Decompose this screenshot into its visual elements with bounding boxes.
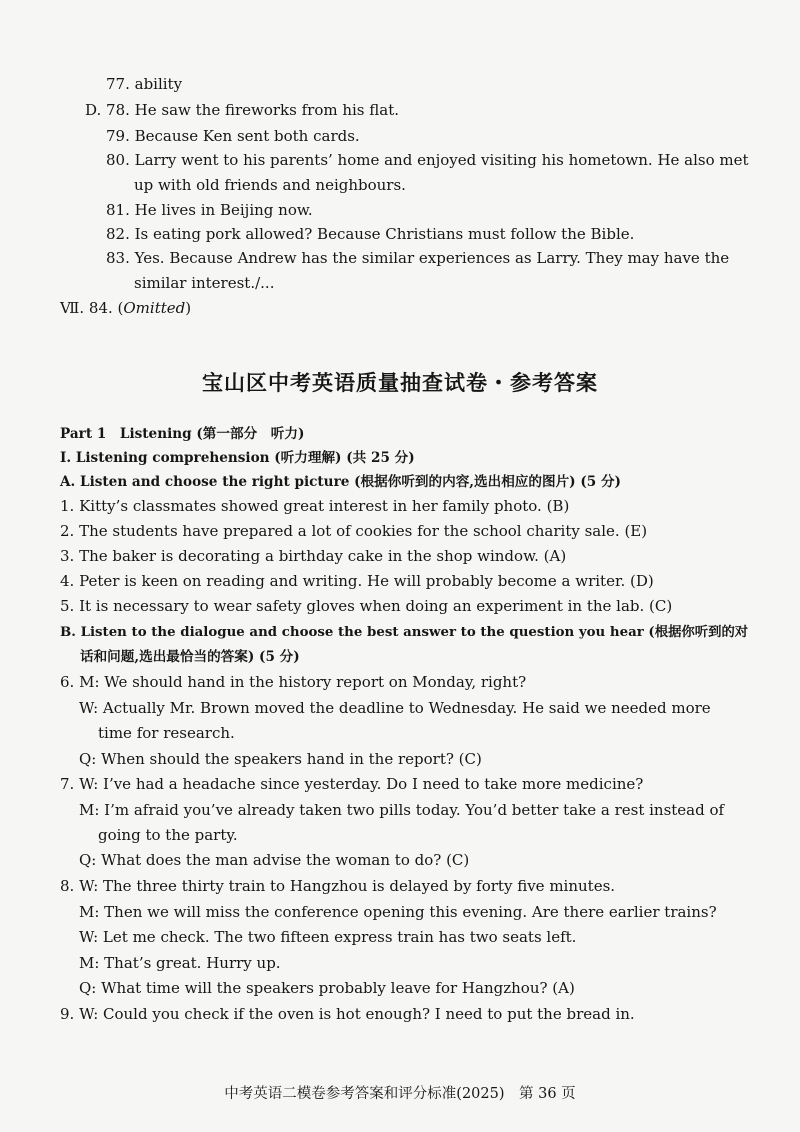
question-9-w: 9. W: Could you check if the oven is hot enough? I need to put the bread in.: [60, 1005, 635, 1023]
answer-84-prefix: Ⅶ. 84. (: [60, 299, 124, 317]
answer-81: 81. He lives in Beijing now.: [106, 201, 313, 219]
section-b-heading: B. Listen to the dialogue and choose the best answer to the question you hear (根据你听到的对: [60, 624, 749, 640]
question-6-m: 6. M: We should hand in the history report on Monday, right?: [60, 673, 527, 691]
question-5: 5. It is necessary to wear safety gloves when doing an experiment in the lab. (C): [60, 597, 673, 615]
question-7-w: 7. W: I’ve had a headache since yesterday. Do I need to take more medicine?: [60, 775, 644, 793]
answer-77: 77. ability: [106, 75, 183, 93]
question-3: 3. The baker is decorating a birthday cake in the shop window. (A): [60, 547, 567, 565]
question-6-w: W: Actually Mr. Brown moved the deadline to Wednesday. He said we needed more: [79, 699, 711, 717]
page-footer: 中考英语二模卷参考答案和评分标准(2025) 第 36 页: [224, 1086, 576, 1102]
question-7-q: Q: What does the man advise the woman to do? (C): [79, 851, 470, 869]
question-8-m1: M: Then we will miss the conference opening this evening. Are there earlier trains?: [79, 903, 717, 921]
question-7-m-cont: going to the party.: [98, 826, 238, 844]
question-7-m: M: I’m afraid you’ve already taken two pills today. You’d better take a rest instead of: [79, 801, 725, 819]
section-a-heading: A. Listen and choose the right picture (根据你听到的内容,选出相应的图片) (5 分): [60, 474, 621, 490]
question-1: 1. Kitty’s classmates showed great interest in her family photo. (B): [60, 497, 570, 515]
answer-83: 83. Yes. Because Andrew has the similar experiences as Larry. They may have the: [106, 249, 730, 267]
part1-heading: Part 1 Listening (第一部分 听力): [60, 426, 305, 442]
answer-80: 80. Larry went to his parents’ home and enjoyed visiting his hometown. He also met: [106, 151, 749, 169]
section-b-heading-cont: 话和问题,选出最恰当的答案) (5 分): [80, 649, 300, 665]
answer-84: [60, 298, 191, 318]
question-8-m2: M: That’s great. Hurry up.: [79, 954, 281, 972]
question-6-q: Q: When should the speakers hand in the report? (C): [79, 750, 482, 768]
answer-80-cont: up with old friends and neighbours.: [134, 176, 406, 194]
question-8-w1: 8. W: The three thirty train to Hangzhou is delayed by forty five minutes.: [60, 877, 616, 895]
answer-83-cont: similar interest./...: [134, 274, 275, 292]
section-1-heading: Ⅰ. Listening comprehension (听力理解) (共 25 分): [60, 450, 415, 466]
question-2: 2. The students have prepared a lot of cookies for the school charity sale. (E): [60, 522, 648, 540]
question-6-w-cont: time for research.: [98, 724, 235, 742]
question-8-q: Q: What time will the speakers probably leave for Hangzhou? (A): [79, 979, 575, 997]
answer-79: 79. Because Ken sent both cards.: [106, 127, 360, 145]
answer-78: D. 78. He saw the fireworks from his flat.: [85, 101, 400, 119]
question-4: 4. Peter is keen on reading and writing. He will probably become a writer. (D): [60, 572, 654, 590]
answer-82: 82. Is eating pork allowed? Because Christians must follow the Bible.: [106, 225, 635, 243]
page-title: 宝山区中考英语质量抽查试卷・参考答案: [202, 370, 598, 395]
question-8-w2: W: Let me check. The two fifteen express train has two seats left.: [79, 928, 577, 946]
answer-84-omitted: Omitted: [123, 299, 186, 317]
answer-84-suffix: ): [185, 299, 192, 317]
